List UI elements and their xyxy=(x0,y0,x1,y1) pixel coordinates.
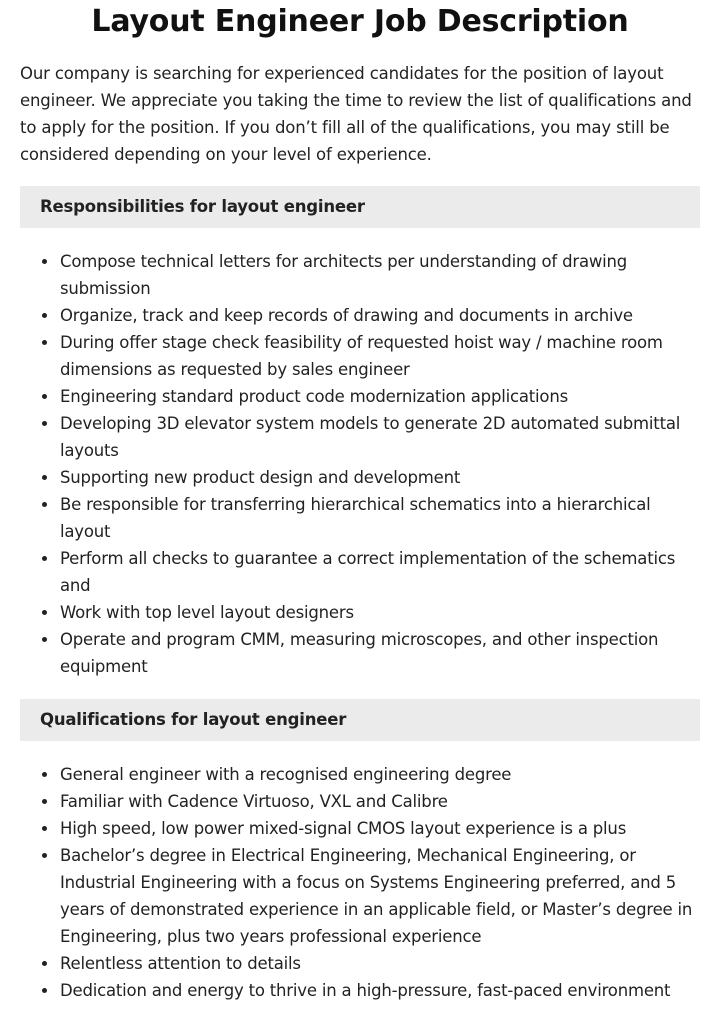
list-item: General engineer with a recognised engineering degree xyxy=(60,761,700,788)
list-item: Operate and program CMM, measuring microscopes, and other inspection equipment xyxy=(60,626,700,680)
intro-paragraph: Our company is searching for experienced candidates for the position of layout engineer. We appreciate you taking the time to review the list of qualifications and to apply for the position. If you don’t fill all of the qualifications, you may still be considered depending on your level of experience. xyxy=(20,64,692,164)
list-item: Dedication and energy to thrive in a high-pressure, fast-paced environment xyxy=(60,977,700,1004)
qualifications-list xyxy=(20,761,700,1004)
list-item: Organize, track and keep records of drawing and documents in archive xyxy=(60,302,700,329)
list-item: Supporting new product design and development xyxy=(60,464,700,491)
list-item: Relentless attention to details xyxy=(60,950,700,977)
list-item: High speed, low power mixed-signal CMOS layout experience is a plus xyxy=(60,815,700,842)
list-item: Compose technical letters for architects per understanding of drawing submission xyxy=(60,248,700,302)
list-item: During offer stage check feasibility of requested hoist way / machine room dimensions as requested by sales engineer xyxy=(60,329,700,383)
list-item: Work with top level layout designers xyxy=(60,599,700,626)
page-title: Layout Engineer Job Description xyxy=(91,4,629,39)
responsibilities-heading: Responsibilities for layout engineer xyxy=(20,186,700,228)
list-item: Perform all checks to guarantee a correct implementation of the schematics and xyxy=(60,545,700,599)
qualifications-heading: Qualifications for layout engineer xyxy=(20,699,700,741)
list-item: Familiar with Cadence Virtuoso, VXL and Calibre xyxy=(60,788,700,815)
list-item: Developing 3D elevator system models to generate 2D automated submittal layouts xyxy=(60,410,700,464)
list-item: Bachelor’s degree in Electrical Engineering, Mechanical Engineering, or Industrial Engineering with a focus on Systems Engineering preferred, and 5 years of demonstrated experience in an applicable field, or Master’s degree in Engineering, plus two years professional experience xyxy=(60,842,700,950)
list-item: Be responsible for transferring hierarchical schematics into a hierarchical layout xyxy=(60,491,700,545)
responsibilities-list xyxy=(20,248,700,680)
list-item: Engineering standard product code modernization applications xyxy=(60,383,700,410)
